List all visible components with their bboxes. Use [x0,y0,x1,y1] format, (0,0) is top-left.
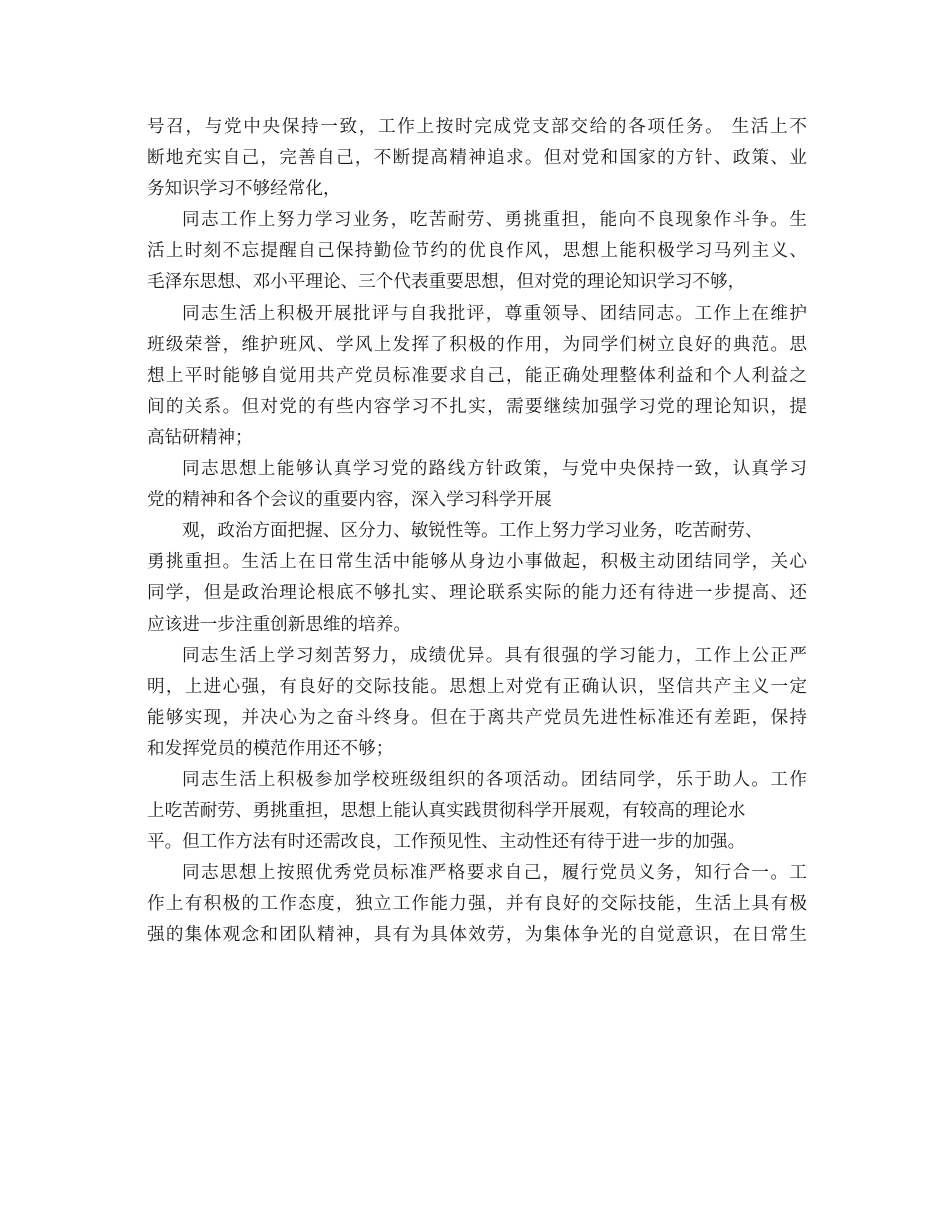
text-line: 同志工作上努力学习业务，吃苦耐劳、勇挑重担，能向不良现象作斗争。生 [182,210,807,231]
text-line: 能够实现，并决心为之奋斗终身。但在于离共产党员先进性标准还有差距，保持 [147,707,807,728]
text-line: 作上有积极的工作态度，独立工作能力强，并有良好的交际技能，生活上具有极 [147,894,807,915]
paragraph-7 [147,765,807,858]
paragraph-2 [147,205,807,298]
paragraph-5 [147,516,807,640]
text-line: 明，上进心强，有良好的交际技能。思想上对党有正确认识，坚信共产主义一定 [147,676,807,697]
text-line: 班级荣誉，维护班风、学风上发挥了积极的作用，为同学们树立良好的典范。思 [147,334,807,355]
text-line: 勇挑重担。生活上在日常生活中能够从身边小事做起，积极主动团结同学，关心 [147,552,807,573]
text-line: 上吃苦耐劳、勇挑重担，思想上能认真实践贯彻科学开展观，有较高的理论水 [147,801,746,822]
text-line: 同志思想上能够认真学习党的路线方针政策，与党中央保持一致，认真学习 [182,459,807,480]
text-line: 想上平时能够自觉用共产党员标准要求自己，能正确处理整体利益和个人利益之 [147,365,807,386]
text-line: 应该进一步注重创新思维的培养。 [147,614,411,635]
text-line: 同志生活上积极参加学校班级组织的各项活动。团结同学，乐于助人。工作 [182,769,807,790]
text-line: 平。但工作方法有时还需改良，工作预见性、主动性还有待于进一步的加强。 [147,832,746,853]
text-line: 活上时刻不忘提醒自己保持勤俭节约的优良作风，思想上能积极学习马列主义、 [147,241,807,262]
paragraph-8 [147,858,807,951]
text-line: 同学，但是政治理论根底不够扎实、理论联系实际的能力还有待进一步提高、还 [147,583,807,604]
text-line: 务知识学习不够经常化， [147,179,341,200]
text-line: 断地充实自己，完善自己，不断提高精神追求。但对党和国家的方针、政策、业 [147,148,807,169]
paragraph-3 [147,299,807,454]
text-line: 同志生活上积极开展批评与自我批评，尊重领导、团结同志。工作上在维护 [182,303,807,324]
text-line: 党的精神和各个会议的重要内容，深入学习科学开展 [147,490,552,511]
document-page [147,112,807,952]
text-line: 和发挥党员的模范作用还不够； [147,738,394,759]
text-line: 毛泽东思想、邓小平理论、三个代表重要思想，但对党的理论知识学习不够， [147,272,746,293]
paragraph-1 [147,112,807,205]
paragraph-6 [147,641,807,765]
text-line: 观，政治方面把握、区分力、敏锐性等。工作上努力学习业务，吃苦耐劳、 [182,521,763,542]
text-line: 同志思想上按照优秀党员标准严格要求自己，履行党员义务，知行合一。工 [182,863,807,884]
text-line: 间的关系。但对党的有些内容学习不扎实，需要继续加强学习党的理论知识，提 [147,396,807,417]
text-line: 强的集体观念和团队精神，具有为具体效劳，为集体争光的自觉意识，在日常生 [147,925,807,946]
text-line: 同志生活上学习刻苦努力，成绩优异。具有很强的学习能力，工作上公正严 [182,645,807,666]
text-line: 号召，与党中央保持一致，工作上按时完成党支部交给的各项任务。 生活上不 [147,117,807,137]
paragraph-4 [147,454,807,516]
text-line: 高钻研精神； [147,427,253,448]
